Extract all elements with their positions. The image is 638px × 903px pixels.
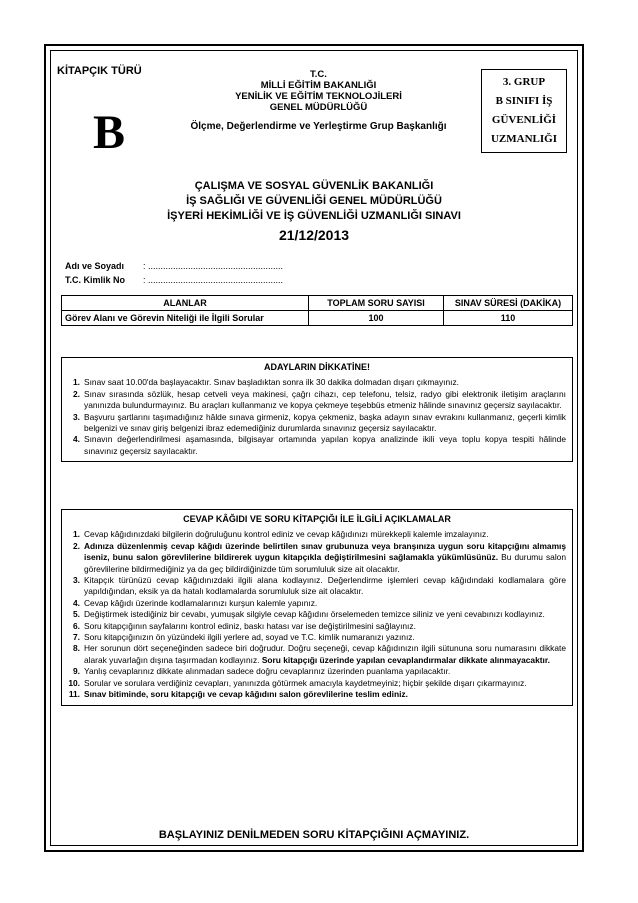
item-text [84,575,566,598]
answer-title: CEVAP KÂĞIDI VE SORU KİTAPÇIĞI İLE İLGİLİ AÇIKLAMALAR [183,514,451,524]
item-plain-text: Değiştirmek istediğiniz bir cevabı, yumuşak silgiyle cevap kâğıdını örselemeden temizce siliniz ve yeni cevabınızı kodlayınız. [84,609,545,620]
list-item [68,412,566,435]
list-item [68,666,566,677]
candidate-info [65,259,283,287]
notice-list [68,377,566,457]
item-text [84,598,566,609]
booklet-letter: B [93,106,126,159]
item-text [84,678,566,689]
ministry-line: T.C. [310,69,327,80]
group-box [481,69,567,153]
title-line: İŞ SAĞLIĞI VE GÜVENLİĞİ GENEL MÜDÜRLÜĞÜ [186,195,442,207]
item-plain-text: Kitapçık türünüzü cevap kâğıdınızdaki ilgili alana kodlayınız. Değerlendirme işlemleri cevap kâğıdındaki kodlamalara göre yapıldığından, eksik ya da hatalı kodlamalarda sorumluluk size ait olacaktır. [84,575,566,597]
item-number: 4. [73,434,80,445]
group-line: GÜVENLİĞİ [491,114,557,126]
item-bold-text: Soru kitapçığı üzerinde yapılan cevaplandırmalar dikkate alınmayacaktır. [261,654,550,665]
list-item [68,678,566,689]
item-number: 3. [73,411,80,422]
exam-date: 21/12/2013 [278,227,350,243]
list-item [68,389,566,412]
item-text [84,666,566,677]
item-plain-text: Yanlış cevaplarınız dikkate alınmadan sadece doğru cevaplarınız üzerinden puanlama yapılacaktır. [84,666,451,677]
list-item [68,632,566,643]
notice-title: ADAYLARIN DİKKATİNE! [263,362,370,372]
item-number: 11. [68,689,80,700]
page-border [44,44,584,852]
booklet-type-label: KİTAPÇIK TÜRÜ [57,65,142,77]
item-plain-text: Soru kitapçığınızın ön yüzündeki ilgili yerlere ad, soyad ve T.C. kimlik numaranızı yazınız. [84,632,415,643]
item-number: 9. [73,666,80,677]
item-number: 2. [73,540,80,551]
item-bold-text: Sınav bitiminde, soru kitapçığı ve cevap kâğıdını salon görevlilerine teslim ediniz. [84,689,408,700]
item-text [84,434,566,457]
list-item [68,598,566,609]
cell-duration: 110 [444,311,573,326]
list-item [68,434,566,457]
list-item [68,575,566,598]
ministry-line: MİLLİ EĞİTİM BAKANLIĞI [260,80,377,91]
item-plain-text: Cevap kâğıdı üzerinde kodlamalarınızı kurşun kalemle yapınız. [84,597,318,608]
item-number: 1. [73,529,80,540]
col-header-questions: TOPLAM SORU SAYISI [309,296,444,311]
list-item [68,377,566,388]
item-text [84,632,566,643]
item-text [84,377,566,388]
id-label: T.C. Kimlik No [65,275,126,285]
list-item [68,609,566,620]
item-text [84,621,566,632]
item-number: 4. [73,597,80,608]
list-item [68,689,566,700]
item-text [84,541,566,575]
item-plain-text: Soru kitapçığının sayfalarını kontrol ediniz, baskı hatası var ise değiştirilmesini sağlayınız. [84,620,416,631]
col-header-duration: SINAV SÜRESİ (DAKİKA) [444,296,573,311]
exam-title [51,179,577,243]
id-field[interactable]: : ...................................................... [143,275,284,285]
item-plain-text: Başvuru şartlarını taşımadığınız hâlde sınava girmeniz, kopya çekmeniz, başka adayın sınav evrakını kullanmanız, geçerli kimlik belgenizi ve sınav giriş belgenizi ibraz edemediğiniz durumlarda sınavınız geçersiz sayılacaktır. [84,411,566,434]
list-item [68,621,566,632]
list-item [68,541,566,575]
footer-warning: BAŞLAYINIZ DENİLMEDEN SORU KİTAPÇIĞINI AÇMAYINIZ. [158,829,470,841]
item-text [84,412,566,435]
item-number: 1. [73,377,80,388]
item-plain-text: Sorular ve sorulara verdiğiniz cevapları, yanınızda götürmek amacıyla kaydetmeyiniz; hiçbir şekilde dışarı çıkarmayınız. [84,677,527,688]
list-item [68,643,566,666]
exam-table [61,295,573,326]
item-plain-text: Sınavın değerlendirilmesi aşamasında, bilgisayar ortamında yapılan kopya analizinde ikili veya toplu kopya tespiti hâlinde sınavınız geçersiz sayılacaktır. [84,434,566,456]
name-field[interactable]: : ...................................................... [143,261,284,271]
item-plain-text: Sınav sırasında sözlük, hesap cetveli veya makinesi, çağrı cihazı, cep telefonu, telsiz, radyo gibi elektronik iletişim araçlarını yanınızda bulundurmayınız. Bu araçları kullanmanız ve kopya çekmeye teşebbüs etmeniz hâlinde sınavınız geçersiz sayılacaktır. [84,388,566,411]
item-number: 5. [73,609,80,620]
answer-box [61,509,573,706]
ministry-line: YENİLİK VE EĞİTİM TEKNOLOJİLERİ [235,91,402,102]
item-number: 8. [73,643,80,654]
item-number: 7. [73,632,80,643]
item-text [84,609,566,620]
group-line: 3. GRUP [502,76,546,88]
notice-box [61,357,573,462]
item-number: 6. [73,620,80,631]
item-number: 2. [73,388,80,399]
item-number: 10. [68,677,80,688]
list-item [68,529,566,540]
item-text [84,529,566,540]
booklet-type [57,65,165,185]
item-text [84,643,566,666]
cell-area: Görev Alanı ve Görevin Niteliği ile İlgili Sorular [62,311,309,326]
department-name: Ölçme, Değerlendirme ve Yerleştirme Grup Başkanlığı [190,121,447,132]
col-header-areas: ALANLAR [62,296,309,311]
ministry-line: GENEL MÜDÜRLÜĞÜ [269,102,368,113]
title-line: İŞYERİ HEKİMLİĞİ VE İŞ GÜVENLİĞİ UZMANLIĞI SINAVI [167,210,461,222]
inner-border [50,50,578,846]
item-plain-text: Sınav saat 10.00'da başlayacaktır. Sınav başladıktan sonra ilk 30 dakika dolmadan dışarı çıkmayınız. [84,377,459,388]
answer-list [68,529,566,700]
item-number: 3. [73,575,80,586]
item-plain-text: Bu durumu salon görevlilerine bildirmediğiniz ya da geç bildirdiğinizde tüm sorumluluk size ait olacaktır. [84,552,566,574]
item-text [84,389,566,412]
name-label: Adı ve Soyadı [65,261,125,271]
group-line: UZMANLIĞI [490,133,557,145]
item-bold-text: Adınıza düzenlenmiş cevap kâğıdı üzerinde belirtilen sınav grubunuza veya branşınıza uygun soru kitapçığını almamış iseniz, bunu salon görevlilerine bildirerek uygun kitapçıkla değiştirilmesini sağlamakla yükümlüsünüz. [84,540,566,563]
item-text [84,689,566,700]
item-plain-text: Her sorunun dört seçeneğinden sadece biri doğrudur. Doğru seçeneği, cevap kâğıdınızın ilgili sütununa soru numarasını dikkate alarak yuvarlağın dışına taşırmadan kodlayınız. [84,643,566,665]
ministry-header [151,69,486,132]
group-line: B SINIFI İŞ [495,95,553,107]
item-plain-text: Cevap kâğıdınızdaki bilgilerin doğruluğunu kontrol ediniz ve cevap kâğıdınızı mürekkepli kalemle imzalayınız. [84,529,489,540]
cell-questions: 100 [309,311,444,326]
title-line: ÇALIŞMA VE SOSYAL GÜVENLİK BAKANLIĞI [194,180,434,192]
